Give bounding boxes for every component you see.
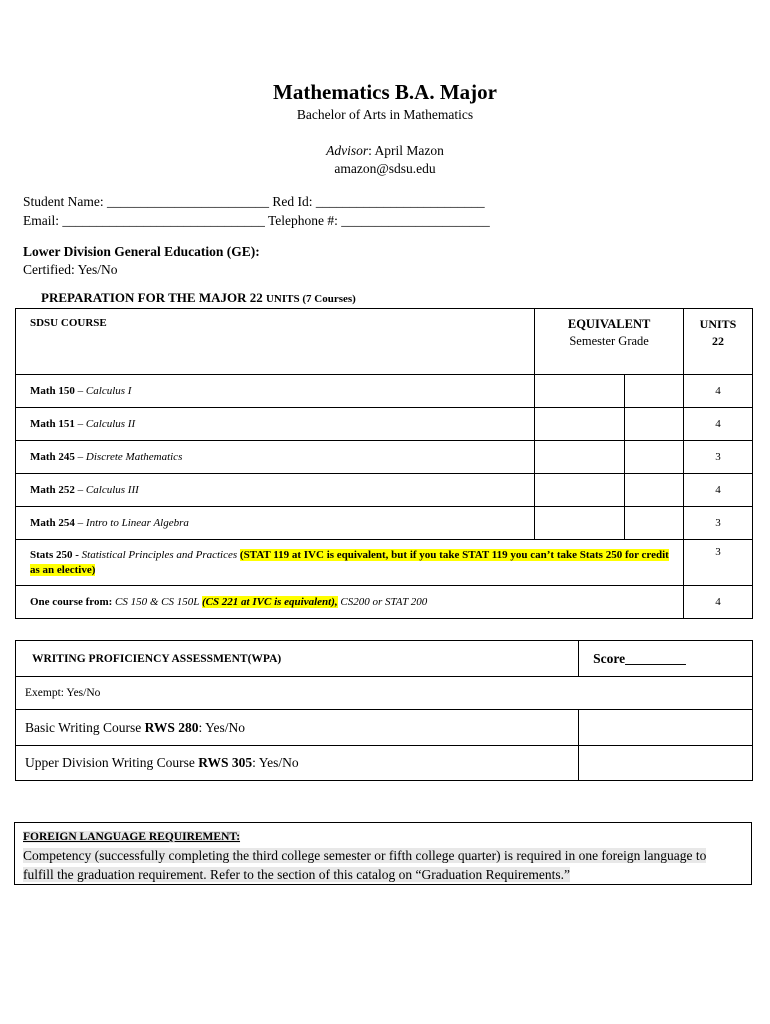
course-sep: – — [74, 484, 86, 496]
course-title: Intro to Linear Algebra — [85, 517, 189, 529]
wpa-basic-code: RWS 280 — [144, 719, 199, 735]
prep-heading-main: PREPARATION FOR THE MAJOR 22 — [41, 290, 266, 305]
course-title: Calculus III — [85, 484, 139, 496]
grade-cell[interactable] — [625, 474, 684, 507]
course-title: Statistical Principles and Practices — [81, 548, 240, 561]
student-email-line: Email: ______________________________ Telephone #: ______________________ — [23, 213, 490, 228]
advisor-name: : April Mazon — [368, 143, 444, 158]
advisor-label: Advisor — [326, 143, 369, 158]
units-cell: 3 — [684, 507, 753, 540]
units-cell: 4 — [684, 408, 753, 441]
equivalent-cell[interactable] — [535, 474, 625, 507]
equivalent-cell[interactable] — [535, 375, 625, 408]
advisor-line — [0, 143, 770, 159]
col-sdsu-course: SDSU COURSE — [16, 309, 535, 375]
course-title: CS 150 & CS 150L — [115, 596, 202, 608]
wpa-basic-row — [16, 710, 753, 746]
course-code: Math 151 — [30, 418, 75, 430]
wpa-basic-course — [16, 710, 579, 746]
table-row — [16, 540, 753, 586]
course-code: Math 150 — [30, 385, 75, 397]
equivalent-cell[interactable] — [535, 441, 625, 474]
wpa-upper-suffix: : Yes/No — [252, 755, 299, 770]
prep-heading — [41, 290, 356, 306]
foreign-language-text — [23, 846, 733, 884]
table-row — [16, 408, 753, 441]
wpa-basic-suffix: : Yes/No — [198, 719, 246, 735]
wpa-exempt: Exempt: Yes/No — [16, 677, 753, 710]
course-sep: – — [74, 517, 86, 529]
advisor-email: amazon@sdsu.edu — [334, 161, 436, 176]
course-sep: – — [74, 451, 86, 463]
course-alt: CS200 or STAT 200 — [337, 596, 428, 608]
course-code: Math 245 — [30, 451, 75, 463]
table-row — [16, 586, 753, 619]
course-cell — [16, 507, 535, 540]
col-semester-grade-label: Semester Grade — [569, 334, 649, 348]
course-cell — [16, 408, 535, 441]
col-units — [684, 309, 753, 375]
col-units-label: UNITS — [699, 317, 737, 331]
wpa-exempt-row — [16, 677, 753, 710]
course-code: Math 252 — [30, 484, 75, 496]
grade-cell[interactable] — [625, 375, 684, 408]
grade-cell[interactable] — [625, 441, 684, 474]
course-cell — [16, 586, 684, 619]
equivalent-cell[interactable] — [535, 408, 625, 441]
units-cell: 3 — [684, 540, 753, 586]
course-cell — [16, 474, 535, 507]
wpa-basic-prefix: Basic Writing Course — [25, 719, 145, 735]
equivalent-cell[interactable] — [535, 507, 625, 540]
col-units-total: 22 — [712, 334, 725, 348]
wpa-score[interactable]: Score_________ — [579, 641, 753, 677]
prep-table — [15, 308, 753, 619]
course-title: Calculus I — [85, 385, 132, 397]
wpa-header-row — [16, 641, 753, 677]
table-row — [16, 474, 753, 507]
col-equivalent — [535, 309, 684, 375]
wpa-upper-prefix: Upper Division Writing Course — [25, 755, 199, 770]
table-row — [16, 441, 753, 474]
wpa-upper-code: RWS 305 — [198, 755, 253, 770]
course-cell — [16, 375, 535, 408]
units-cell: 4 — [684, 474, 753, 507]
grade-cell[interactable] — [625, 408, 684, 441]
page-title: Mathematics B.A. Major — [273, 80, 497, 104]
units-cell: 4 — [684, 375, 753, 408]
course-cell — [16, 540, 684, 586]
course-code: Math 254 — [30, 517, 75, 529]
course-sep: – — [74, 385, 86, 397]
units-cell: 4 — [684, 586, 753, 619]
col-equivalent-label: EQUIVALENT — [567, 317, 651, 331]
ge-certified: Certified: Yes/No — [23, 262, 118, 277]
course-note-highlight: (STAT 119 at IVC is equivalent, but if you take STAT 119 you can’t take Stats 250 for credit as an elective) — [30, 548, 669, 576]
wpa-upper-row — [16, 746, 753, 781]
course-code: Stats 250 - — [30, 548, 82, 561]
course-label: One course from: — [30, 596, 116, 608]
wpa-basic-blank[interactable] — [579, 710, 753, 746]
page-subtitle: Bachelor of Arts in Mathematics — [296, 107, 474, 122]
foreign-language-body: Competency (successfully completing the third college semester or fifth college quarter) is required in one foreign language to fulfill the graduation requirement. Refer to the section of this catalog on “Graduation Requirements.” — [23, 848, 707, 882]
course-note-highlight: (CS 221 at IVC is equivalent), — [201, 596, 338, 608]
foreign-language-box — [14, 822, 752, 885]
student-name-line: Student Name: ________________________ Red Id: _________________________ — [23, 194, 485, 209]
course-sep: – — [74, 418, 86, 430]
wpa-upper-course — [16, 746, 579, 781]
units-cell: 3 — [684, 441, 753, 474]
course-title: Calculus II — [85, 418, 136, 430]
table-row — [16, 507, 753, 540]
wpa-heading: WRITING PROFICIENCY ASSESSMENT(WPA) — [16, 641, 579, 677]
course-cell — [16, 441, 535, 474]
course-title: Discrete Mathematics — [85, 451, 183, 463]
wpa-table — [15, 640, 753, 781]
foreign-language-heading: FOREIGN LANGUAGE REQUIREMENT: — [23, 831, 241, 843]
prep-heading-units: UNITS (7 Courses) — [265, 293, 356, 305]
grade-cell[interactable] — [625, 507, 684, 540]
table-row — [16, 375, 753, 408]
ge-heading: Lower Division General Education (GE): — [23, 244, 260, 259]
prep-header-row — [16, 309, 753, 375]
wpa-upper-blank[interactable] — [579, 746, 753, 781]
